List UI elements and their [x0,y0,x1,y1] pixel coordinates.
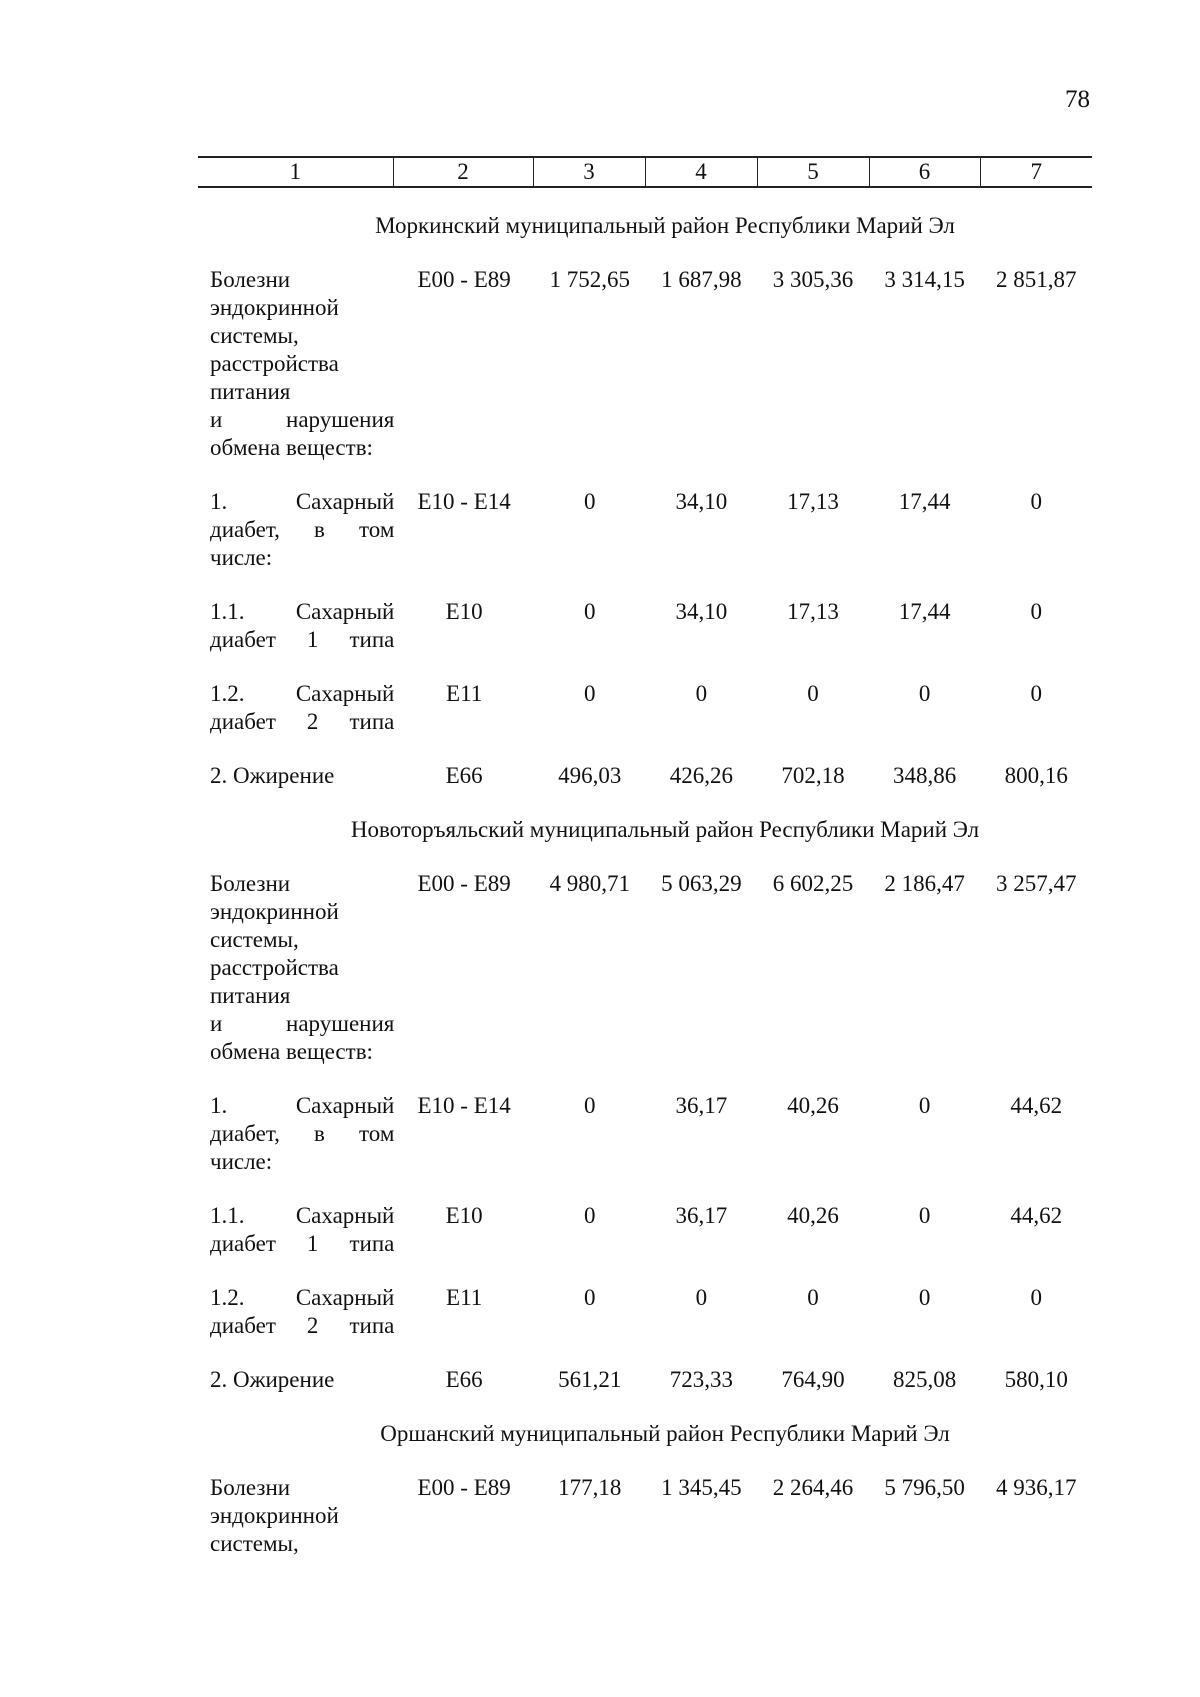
row-name [198,1284,394,1340]
row-name-line: и нарушения [210,1011,395,1036]
value-cell: 0 [583,489,596,514]
row-name-line: числе: [210,1149,273,1174]
row-name [198,762,394,790]
value-cell: 825,08 [892,1367,957,1392]
icd-code: E11 [446,681,483,706]
value-cell: 0 [807,681,819,706]
table-row [198,1284,1092,1340]
value-cell: 0 [1030,1285,1042,1310]
row-name-line: числе: [210,545,273,570]
icd-code: E11 [446,1285,483,1310]
value-cell: 764,90 [781,1367,845,1392]
value-cell: 426,26 [669,763,733,788]
value-cell: 5 063,29 [661,871,742,896]
value-cell: 3 314,15 [884,267,965,292]
header-cell: 4 [645,157,757,187]
row-name-line: 2. Ожирение [210,1367,335,1392]
row-name-line: питания [210,983,291,1008]
value-cell: 0 [695,1285,708,1310]
value-cell: 2 851,87 [995,267,1077,292]
row-name [198,266,394,462]
header-row [198,157,1092,187]
header-cell: 2 [393,157,533,187]
icd-code: E10 - E14 [417,489,511,514]
value-cell: 6 602,25 [772,871,854,896]
value-cell: 34,10 [675,489,728,514]
row-name-line: системы, [210,927,299,952]
row-name-line: эндокринной [210,1503,339,1528]
value-cell: 17,44 [898,599,951,624]
value-cell: 1 687,98 [661,267,742,292]
header-cell: 7 [980,157,1092,187]
value-cell: 17,13 [787,599,839,624]
value-cell: 36,17 [675,1203,728,1228]
value-cell: 0 [918,1093,931,1118]
table-row [198,1366,1092,1394]
table-row [198,680,1092,736]
value-cell: 0 [918,1203,931,1228]
row-name [198,680,394,736]
value-cell: 702,18 [781,763,845,788]
value-cell: 800,16 [1004,763,1068,788]
row-name [198,1366,394,1394]
value-cell: 0 [695,681,708,706]
value-cell: 4 936,17 [995,1475,1077,1500]
row-name-line: 1.1. Сахарный [210,1203,395,1228]
icd-code: E10 [445,599,483,624]
row-name-line: Болезни [210,267,291,292]
value-cell: 0 [1030,681,1042,706]
value-cell: 2 264,46 [772,1475,854,1500]
value-cell: 348,86 [892,763,957,788]
column-number-header [198,156,1092,188]
value-cell: 0 [583,599,596,624]
value-cell: 0 [583,1203,596,1228]
value-cell: 4 980,71 [549,871,630,896]
row-name [198,598,394,654]
value-cell: 44,62 [1010,1203,1063,1228]
table-row [198,1092,1092,1176]
value-cell: 1 752,65 [549,267,630,292]
table-body [198,212,1092,1584]
table-row [198,870,1092,1066]
row-name-line: обмена веществ: [210,1039,373,1064]
value-cell: 40,26 [787,1093,839,1118]
value-cell: 2 186,47 [884,871,965,896]
table-row [198,762,1092,790]
row-name-line: расстройства [210,955,339,980]
value-cell: 36,17 [675,1093,728,1118]
value-cell: 5 796,50 [884,1475,965,1500]
value-cell: 40,26 [787,1203,839,1228]
value-cell: 1 345,45 [661,1475,742,1500]
row-name [198,1092,394,1176]
value-cell: 3 257,47 [995,871,1077,896]
row-name-line: 1.2. Сахарный [210,1285,395,1310]
row-name-line: расстройства [210,351,339,376]
header-cell: 1 [198,157,393,187]
value-cell: 3 305,36 [772,267,854,292]
row-name-line: диабет 1 типа [210,1231,395,1256]
value-cell: 0 [807,1285,819,1310]
value-cell: 34,10 [675,599,728,624]
value-cell: 723,33 [669,1367,733,1392]
row-name [198,870,394,1066]
row-name-line: эндокринной [210,899,339,924]
value-cell: 0 [918,681,931,706]
header-cell: 5 [757,157,869,187]
row-name-line: 2. Ожирение [210,763,335,788]
row-name [198,1202,394,1258]
row-name-line: диабет 2 типа [210,709,395,734]
table-row [198,598,1092,654]
row-name-line: диабет 2 типа [210,1313,395,1338]
value-cell: 17,13 [787,489,839,514]
value-cell: 0 [583,1285,596,1310]
header-cell: 3 [533,157,645,187]
table-row [198,266,1092,462]
row-name-line: диабет, в том [210,1121,395,1146]
value-cell: 177,18 [558,1475,622,1500]
value-cell: 0 [583,681,596,706]
row-name-line: обмена веществ: [210,435,373,460]
value-cell: 17,44 [898,489,951,514]
table-row [198,1202,1092,1258]
row-name-line: 1. Сахарный [210,1093,395,1118]
section-title: Моркинский муниципальный район Республики Марий Эл [375,213,955,238]
row-name-line: системы, [210,323,299,348]
value-cell: 0 [1030,599,1042,624]
row-name-line: 1.1. Сахарный [210,599,395,624]
row-name-line: диабет, в том [210,517,395,542]
row-name-line: Болезни [210,871,291,896]
row-name-line: Болезни [210,1475,291,1500]
value-cell: 580,10 [1004,1367,1068,1392]
table-row [198,1474,1092,1558]
icd-code: E66 [445,763,483,788]
icd-code: E00 - E89 [417,871,511,896]
row-name-line: 1. Сахарный [210,489,395,514]
value-cell: 0 [1030,489,1042,514]
page-number: 78 [1065,86,1090,113]
value-cell: 0 [583,1093,596,1118]
value-cell: 496,03 [558,763,622,788]
row-name-line: системы, [210,1531,299,1556]
table-row [198,488,1092,572]
icd-code: E00 - E89 [417,267,511,292]
row-name [198,488,394,572]
header-cell: 6 [869,157,980,187]
section-title: Новоторъяльский муниципальный район Республики Марий Эл [350,817,980,842]
icd-code: E10 [445,1203,483,1228]
icd-code: E00 - E89 [417,1475,511,1500]
value-cell: 44,62 [1010,1093,1063,1118]
icd-code: E10 - E14 [417,1093,511,1118]
row-name [198,1474,394,1558]
row-name-line: и нарушения [210,407,395,432]
row-name-line: диабет 1 типа [210,627,395,652]
row-name-line: питания [210,379,291,404]
section-title: Оршанский муниципальный район Республики Марий Эл [380,1421,950,1446]
icd-code: E66 [445,1367,483,1392]
value-cell: 561,21 [558,1367,622,1392]
row-name-line: 1.2. Сахарный [210,681,395,706]
row-name-line: эндокринной [210,295,339,320]
value-cell: 0 [918,1285,931,1310]
